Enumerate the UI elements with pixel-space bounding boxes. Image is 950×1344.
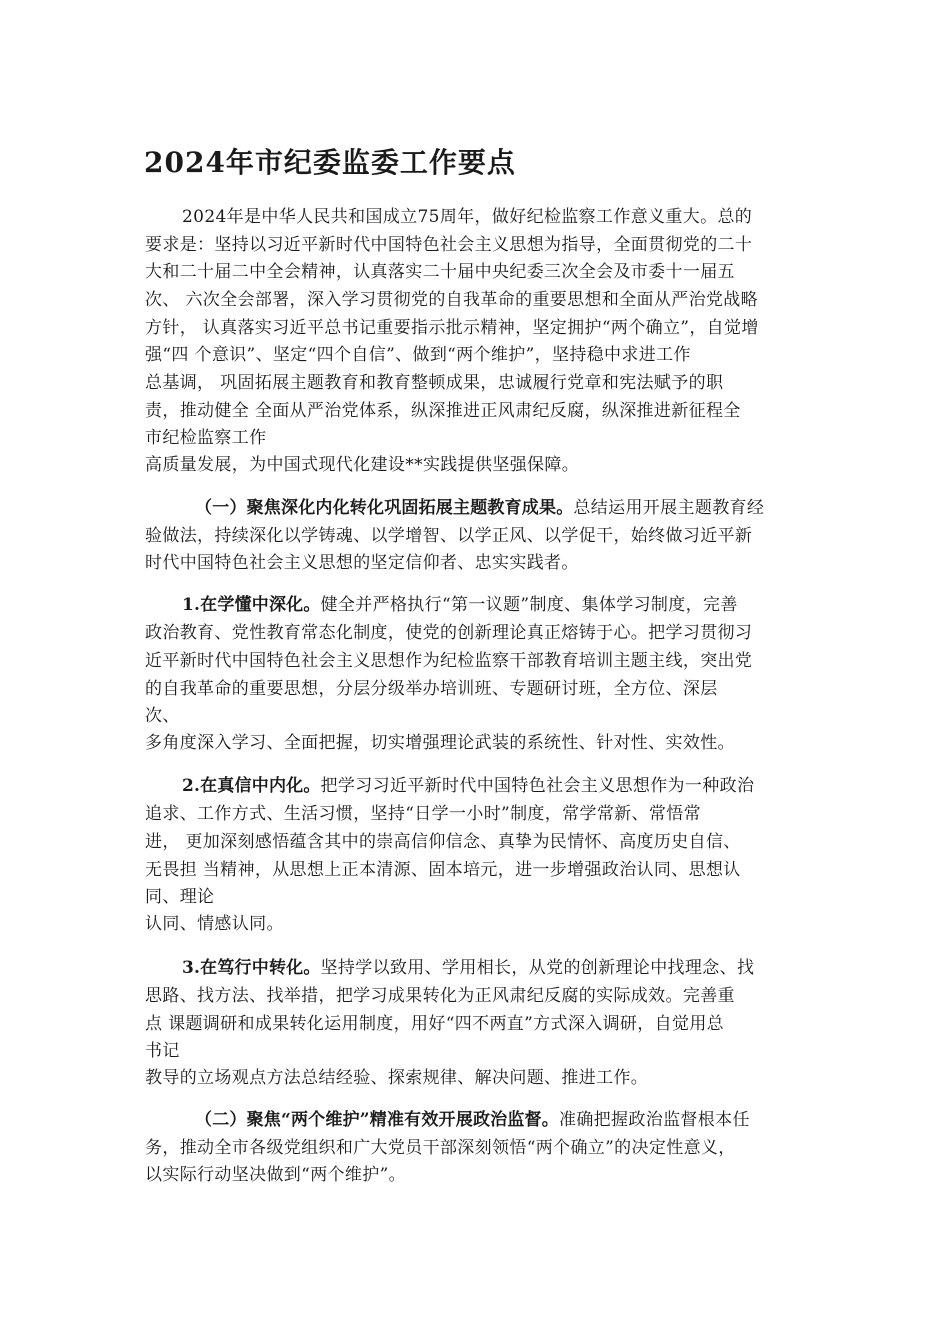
intro-line: 要求是：坚持以习近平新时代中国特色社会主义思想为指导，全面贯彻党的二十 [145, 235, 753, 255]
item-line: 书记 [145, 1041, 180, 1061]
item-line: 点 课题调研和成果转化运用制度，用好“四不两直”方式深入调研，自觉用总 [145, 1014, 725, 1034]
item-line: 同、理论 [145, 887, 215, 907]
section-line: 时代中国特色社会主义思想的坚定信仰者、忠实实践者。 [145, 553, 579, 573]
intro-line: 强“四 个意识”、坚定“四个自信”、做到“两个维护”，坚持稳中求进工作 [145, 345, 691, 365]
intro-line: 总基调， 巩固拓展主题教育和教育整顿成果，忠诚履行党章和宪法赋予的职 [145, 373, 724, 393]
item-paragraph-first-line [182, 956, 754, 980]
intro-line: 方针， 认真落实习近平总书记重要指示批示精神，坚定拥护“两个确立”，自觉增 [145, 318, 759, 338]
paragraph-text: 总结运用开展主题教育经 [573, 498, 765, 518]
item-line: 多角度深入学习、全面把握，切实增强理论武装的系统性、针对性、实效性。 [145, 733, 735, 753]
section-heading: （一）聚焦深化内化转化巩固拓展主题教育成果。 [195, 498, 574, 518]
section-line: 以实际行动坚决做到“两个维护”。 [145, 1165, 406, 1185]
paragraph-text: 健全并严格执行“第一议题”制度、集体学习制度，完善 [320, 595, 738, 615]
section-heading: （二）聚焦“两个维护”精准有效开展政治监督。 [195, 1110, 559, 1130]
item-line: 无畏担 当精神，从思想上正本清源、固本培元，进一步增强政治认同、思想认 [145, 860, 741, 880]
intro-line: 次、 六次全会部署，深入学习贯彻党的自我革命的重要思想和全面从严治党战略 [145, 290, 759, 310]
intro-line: 高质量发展，为中国式现代化建设**实践提供坚强保障。 [145, 455, 580, 475]
intro-line: 市纪检监察工作 [145, 428, 267, 448]
section-paragraph-first-line [195, 1108, 750, 1132]
section-line: 验做法，持续深化以学铸魂、以学增智、以学正风、以学促干，始终做习近平新 [145, 526, 753, 546]
paragraph-text: 把学习习近平新时代中国特色社会主义思想作为一种政治 [320, 776, 755, 796]
item-line: 追求、工作方式、生活习惯，坚持“日学一小时”制度，常学常新、常悟常 [145, 804, 701, 824]
intro-line: 大和二十届二中全会精神，认真落实二十届中央纪委三次全会及市委十一届五 [145, 262, 735, 282]
paragraph-text: 坚持学以致用、学用相长，从党的创新理论中找理念、找 [320, 958, 755, 978]
section-paragraph-first-line [195, 496, 764, 520]
item-line: 认同、情感认同。 [145, 914, 284, 934]
item-paragraph-first-line [182, 774, 754, 798]
item-heading: 2.在真信中内化。 [182, 776, 321, 796]
item-heading: 1.在学懂中深化。 [182, 595, 321, 615]
item-line: 进， 更加深刻感悟蕴含其中的崇高信仰信念、真挚为民情怀、高度历史自信、 [145, 832, 741, 852]
item-line: 近平新时代中国特色社会主义思想作为纪检监察干部教育培训主题主线，突出党 [145, 651, 753, 671]
section-line: 务，推动全市各级党组织和广大党员干部深刻领悟“两个确立”的决定性意义， [145, 1138, 736, 1158]
page-title: 2024年市纪委监委工作要点 [144, 146, 516, 179]
item-line: 教导的立场观点方法总结经验、探索规律、解决问题、推进工作。 [145, 1068, 649, 1088]
intro-line: 责，推动健全 全面从严治党体系，纵深推进正风肃纪反腐，纵深推进新征程全 [145, 401, 741, 421]
item-line: 政治教育、党性教育常态化制度，使党的创新理论真正熔铸于心。把学习贯彻习 [145, 623, 753, 643]
intro-line: 2024年是中华人民共和国成立75周年，做好纪检监察工作意义重大。总的 [182, 207, 753, 227]
paragraph-text: 准确把握政治监督根本任 [558, 1110, 750, 1130]
item-paragraph-first-line [182, 593, 738, 617]
item-line: 的自我革命的重要思想，分层分级举办培训班、专题研讨班，全方位、深层 [145, 679, 718, 699]
item-heading: 3.在笃行中转化。 [182, 958, 321, 978]
item-line: 次、 [145, 706, 180, 726]
item-line: 思路、找方法、找举措，把学习成果转化为正风肃纪反腐的实际成效。完善重 [145, 986, 735, 1006]
